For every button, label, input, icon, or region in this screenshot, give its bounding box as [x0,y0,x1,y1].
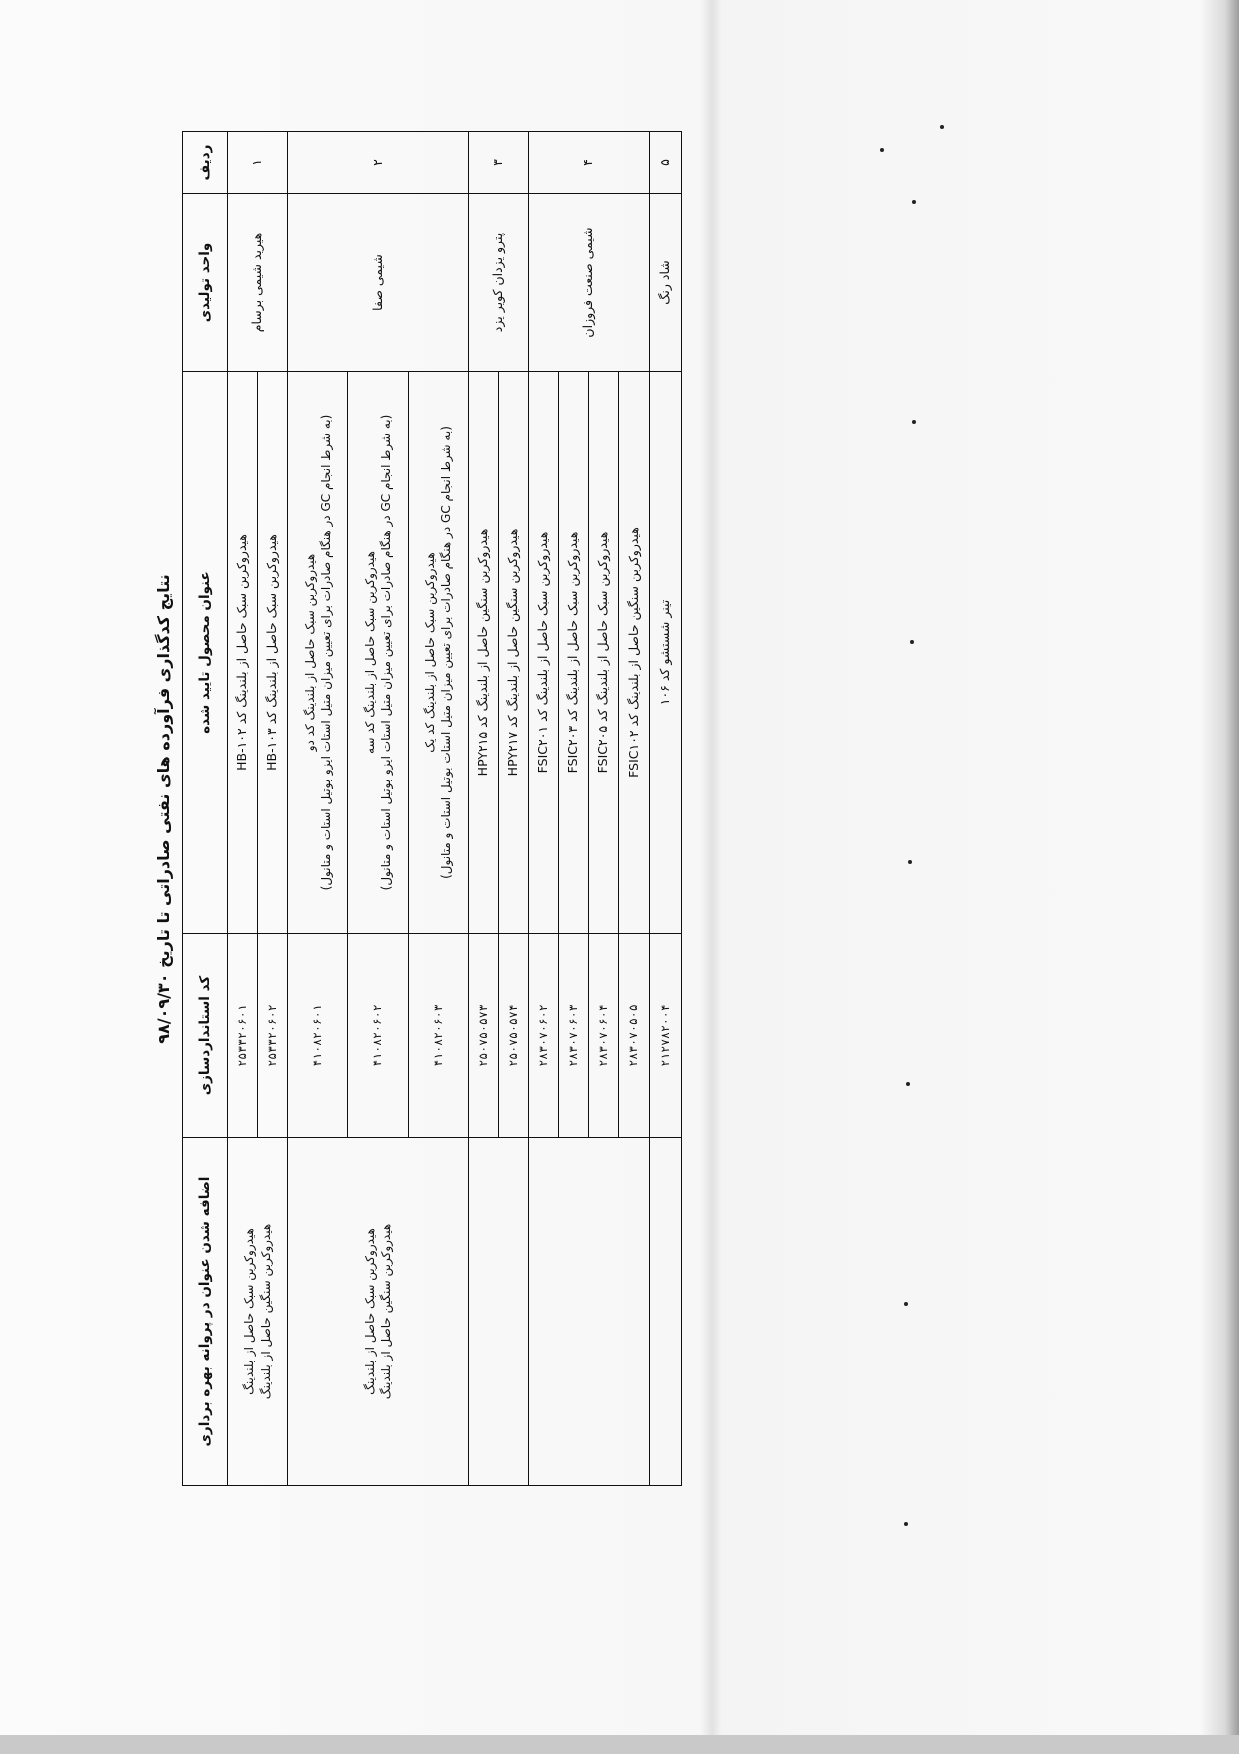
standard-code: ۲۸۳۰۷۰۶۰۴ [589,934,619,1138]
product-title: تینر شستشو کد ۱۰۶ [649,372,681,934]
product-title-line: هیدروکربن سبک حاصل از بلندینگ کد سه [362,551,377,754]
standard-code: ۴۱۰۸۲۰۶۰۲ [348,934,408,1138]
punch-mark [904,1302,908,1306]
product-title: هیدروکربن سبک حاصل از بلندینگ کد HB-۱۰۳ [258,372,288,934]
table-row [649,132,681,1486]
product-title [348,372,408,934]
rotated-table-block [146,132,682,1486]
scanner-edge [0,1735,1239,1754]
row-number: ۳ [468,132,528,194]
table-row [468,132,498,1486]
added-titles-empty [468,1138,528,1486]
added-title-line: هیدروکربن سبک حاصل از بلندینگ [362,1228,377,1395]
header-product: عنوان محصول تایید شده [183,372,228,934]
standard-code: ۲۸۳۰۷۰۵۰۵ [619,934,649,1138]
product-title: هیدروکربن سنگین حاصل از بلندینگ کد HPY۲۱۷ [499,372,529,934]
product-title: هیدروکربن سبک حاصل از بلندینگ کد FSIC۲۰۵ [589,372,619,934]
punch-mark [908,860,912,864]
punch-mark [880,148,884,152]
product-title [288,372,348,934]
product-condition-line: (به شرط انجام GC در هنگام صادرات برای تعیین میزان متیل استات ایزو بوتیل استات و متانول) [379,414,394,891]
standard-code: ۲۸۳۰۷۰۶۰۳ [559,934,589,1138]
punch-mark [912,420,916,424]
unit-name: پترو یزدان کویر یزد [468,194,528,372]
unit-name: شاد رنگ [649,194,681,372]
added-titles [228,1138,288,1486]
row-number: ۴ [529,132,649,194]
product-title-line: هیدروکربن سبک حاصل از بلندینگ کد دو [302,553,317,752]
product-condition-line: (به شرط انجام GC در هنگام صادرات برای تعیین میزان متیل استات بوتیل استات و متانول) [439,426,454,879]
standard-code: ۴۱۰۸۲۰۶۰۱ [288,934,348,1138]
added-titles-empty [649,1138,681,1486]
standard-code: ۲۵۰۷۵۰۵۷۳ [468,934,498,1138]
row-number: ۱ [228,132,288,194]
row-number: ۲ [288,132,469,194]
product-title: هیدروکربن سبک حاصل از بلندینگ کد FSIC۲۰۱ [529,372,559,934]
document-title: نتایج کدگذاری فرآورده های نفتی صادراتی تا تاریخ ۹۸/۰۹/۳۰ [154,574,173,1044]
product-title: هیدروکربن سنگین حاصل از بلندینگ کد HPY۲۱۵ [468,372,498,934]
product-condition-line: (به شرط انجام GC در هنگام صادرات برای تعیین میزان متیل استات ایزو بوتیل استات و متانول) [318,414,333,891]
standard-code: ۲۱۲۷۸۲۰۰۴ [649,934,681,1138]
unit-name: شیمی صفا [288,194,469,372]
row-number: ۵ [649,132,681,194]
added-titles-empty [529,1138,649,1486]
standard-code: ۲۵۳۳۲۰۶۰۲ [258,934,288,1138]
added-title-line: هیدروکربن سنگین حاصل از بلندینگ [379,1223,394,1400]
table-row [288,132,348,1486]
header-added: اضافه شدن عنوان در پروانه بهره برداری [183,1138,228,1486]
header-code: کد استانداردسازی [183,934,228,1138]
table-header-row [183,132,228,1486]
header-row-number: ردیف [183,132,228,194]
punch-mark [910,640,914,644]
table-row [529,132,559,1486]
standard-code: ۲۵۳۳۲۰۶۰۱ [228,934,258,1138]
added-title-line: هیدروکربن سبک حاصل از بلندینگ [242,1228,257,1395]
punch-mark [912,200,916,204]
table-row [228,132,258,1486]
unit-name: شیمی صنعت فروزان [529,194,649,372]
product-title [408,372,468,934]
product-title-line: هیدروکربن سبک حاصل از بلندینگ کد یک [423,552,438,753]
standard-code: ۴۱۰۸۲۰۶۰۳ [408,934,468,1138]
product-title: هیدروکربن سبک حاصل از بلندینگ کد HB-۱۰۲ [228,372,258,934]
added-title-line: هیدروکربن سنگین حاصل از بلندینگ [258,1223,273,1400]
products-table [182,131,682,1486]
header-unit: واحد تولیدی [183,194,228,372]
standard-code: ۲۵۰۷۵۰۵۷۴ [499,934,529,1138]
punch-mark [904,1522,908,1526]
product-title: هیدروکربن سنگین حاصل از بلندینگ کد FSIC۱۰۲ [619,372,649,934]
punch-mark [906,1082,910,1086]
standard-code: ۲۸۳۰۷۰۶۰۲ [529,934,559,1138]
unit-name: هیرید شیمی برسام [228,194,288,372]
punch-mark [940,125,944,129]
product-title: هیدروکربن سبک حاصل از بلندینگ کد FSIC۲۰۳ [559,372,589,934]
added-titles [288,1138,469,1486]
